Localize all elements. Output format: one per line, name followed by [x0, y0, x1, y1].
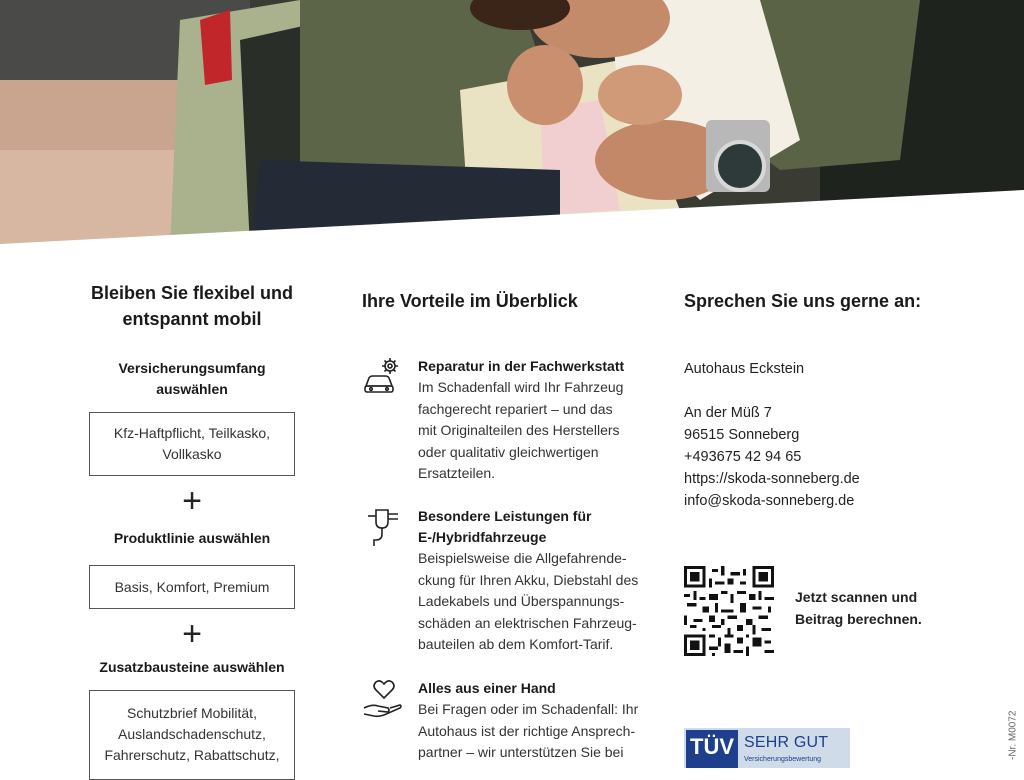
- email-link[interactable]: info@skoda-sonneberg.de: [684, 493, 855, 509]
- document-number: -Nr. M0072: [1007, 710, 1018, 760]
- benefit-text: [418, 377, 658, 485]
- car-gear-icon: [362, 356, 402, 396]
- company-name: Autohaus Eckstein: [684, 361, 805, 377]
- qr-text-line1: Jetzt scannen und: [795, 589, 918, 605]
- step1-box-line2: Vollkasko: [162, 446, 222, 462]
- benefit-text-line: fachgerecht repariert – und das: [418, 400, 613, 417]
- benefit-text-line: Beispielsweise die Allgefahrende-: [418, 550, 627, 566]
- benefit-title: Alles aus einer Hand: [418, 680, 556, 696]
- benefit-title-line2: E-/Hybridfahrzeuge: [418, 529, 547, 545]
- heart-hand-icon: [362, 678, 402, 718]
- website-link[interactable]: https://skoda-sonneberg.de: [684, 471, 860, 487]
- tuv-rating-subtext: Versicherungsbewertung: [744, 756, 822, 763]
- benefit-text-line: partner – wir unterstützen Sie bei: [418, 744, 624, 760]
- address-street: An der Müß 7: [684, 405, 772, 421]
- benefit-text-line: Autohaus ist der richtige Ansprech-: [418, 722, 636, 739]
- step2-option-box: [89, 565, 295, 609]
- configuration-column: [78, 280, 306, 780]
- column2-heading: Ihre Vorteile im Überblick: [362, 291, 578, 311]
- benefit-text-line: ckung für Ihren Akku, Diebstahl des: [418, 571, 639, 588]
- step3-box-line1: Schutzbrief Mobilität,: [127, 705, 257, 721]
- benefit-text-line: Ladekabels und Überspannungs-: [418, 593, 625, 609]
- benefit-text-line: oder qualitativ gleichwertigen: [418, 443, 599, 460]
- plus-icon: +: [182, 615, 202, 653]
- step3-title: Zusatzbausteine auswählen: [99, 659, 285, 675]
- benefit-title-line1: Besondere Leistungen für: [418, 508, 592, 524]
- benefit-title: Reparatur in der Fachwerkstatt: [418, 358, 625, 374]
- benefit-title: [418, 506, 658, 548]
- step1-box-line1: Kfz-Haftpflicht, Teilkasko,: [113, 425, 271, 441]
- hero-photo: [0, 0, 1024, 248]
- column1-heading-line2: entspannt mobil: [122, 309, 262, 329]
- benefit-text-line: mit Originalteilen des Herstellers: [418, 422, 620, 438]
- tuv-rating-badge: [684, 728, 850, 768]
- phone-number[interactable]: +493675 42 94 65: [684, 449, 802, 465]
- benefit-text-line: schäden an elektrischen Fahrzeug-: [418, 614, 637, 631]
- step1-title-line1: Versicherungsumfang: [118, 360, 266, 376]
- benefit-text: [418, 548, 658, 656]
- step1-option-box: [89, 412, 295, 476]
- tuv-logo: TÜV: [686, 730, 738, 768]
- qr-code[interactable]: [684, 566, 774, 656]
- qr-call-to-action: [795, 586, 922, 630]
- contact-column: [684, 280, 984, 512]
- benefit-text-line: bauteilen ab dem Komfort-Tarif.: [418, 636, 614, 652]
- step1-title-line2: auswählen: [156, 381, 228, 397]
- tuv-rating-text: SEHR GUT: [744, 734, 829, 751]
- step3-option-box: [89, 690, 295, 780]
- step1-title: [78, 358, 306, 400]
- column1-heading: [78, 280, 306, 332]
- step3-box-line2: Auslandschadenschutz,: [118, 726, 266, 742]
- column1-heading-line1: Bleiben Sie flexibel und: [90, 283, 294, 303]
- charging-plug-icon: [362, 506, 402, 546]
- benefit-text: [418, 699, 658, 764]
- benefits-column: [362, 280, 662, 314]
- benefit-text-line: Bei Fragen oder im Schadenfall: Ihr: [418, 701, 639, 717]
- step2-title: Produktlinie auswählen: [113, 530, 271, 546]
- address-city: 96515 Sonneberg: [684, 427, 800, 443]
- qr-text-line2: Beitrag berechnen.: [795, 611, 922, 627]
- step2-box-text: Basis, Komfort, Premium: [114, 578, 270, 595]
- plus-icon: +: [182, 482, 202, 520]
- benefit-text-line: Ersatzteilen.: [418, 465, 496, 481]
- step3-box-line3: Fahrerschutz, Rabattschutz,: [104, 747, 280, 763]
- column3-heading: Sprechen Sie uns gerne an:: [684, 291, 922, 311]
- benefit-text-line: Im Schadenfall wird Ihr Fahrzeug: [418, 379, 624, 395]
